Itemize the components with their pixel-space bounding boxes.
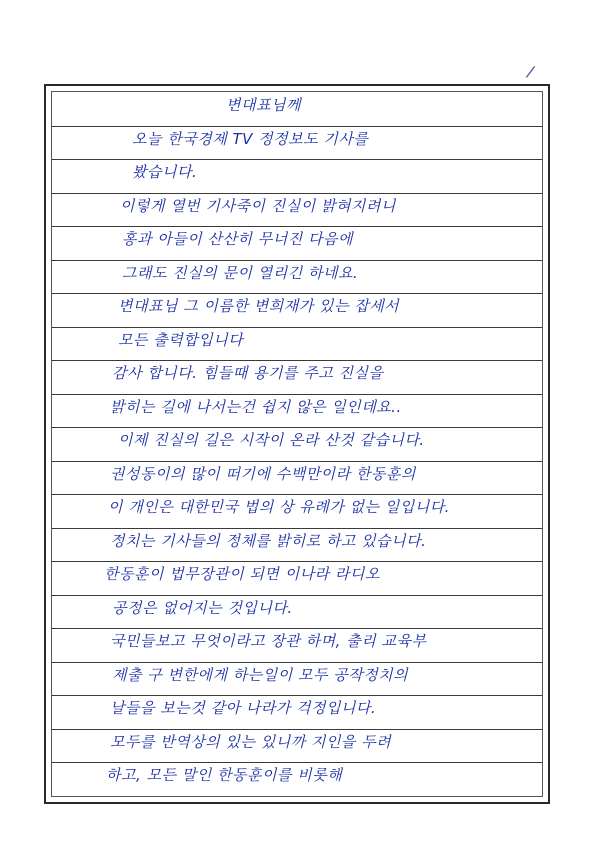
letter-line: 그래도 진실의 문이 열리긴 하네요.: [122, 263, 359, 282]
letter-line: 봤습니다.: [132, 163, 198, 181]
letter-line: 이제 진실의 길은 시작이 온라 산것 같습니다.: [118, 431, 425, 449]
letter-line: 오늘 한국경제 TV 정정보도 기사를: [132, 129, 369, 148]
letter-line: 모두를 반역상의 있는 있니까 지인을 두려: [110, 732, 392, 751]
letter-line: 국민들보고 무엇이라고 장관 하며, 출리 교육부: [110, 632, 427, 650]
letter-line: 감사 합니다. 힘들때 용기를 주고 진실을: [112, 364, 384, 382]
letter-line: 제출 구 변한에게 하는일이 모두 공작정치의: [112, 665, 409, 684]
letter-line: 한동훈이 법무장관이 되면 이나라 라디오: [104, 565, 380, 583]
letter-line: 이렇게 열번 기사죽이 진실이 밝혀지려니: [120, 196, 396, 215]
letter-line: 이 개인은 대한민국 법의 상 유례가 없는 일입니다.: [108, 498, 450, 516]
lined-letter-sheet: [44, 84, 550, 804]
letter-line: 공정은 없어지는 것입니다.: [112, 598, 293, 617]
letter-line: 권성동이의 많이 떠기에 수백만이라 한동훈의: [110, 464, 416, 483]
page-corner-mark: /: [524, 61, 537, 82]
letter-title: 변대표님께: [226, 96, 301, 114]
letter-line: 하고, 모든 말인 한동훈이를 비롯해: [106, 766, 343, 784]
letter-line: 날들을 보는것 같아 나라가 걱정입니다.: [110, 699, 377, 717]
letter-line: 변대표님 그 이름한 변희재가 있는 잡세서: [118, 297, 400, 315]
letter-line: 정치는 기사들의 정체를 밝히로 하고 있습니다.: [110, 531, 427, 550]
letter-line: 밝히는 길에 나서는건 쉽지 않은 일인데요..: [110, 397, 402, 416]
letter-line: 모든 출력합입니다: [118, 330, 244, 349]
ruled-line: [52, 159, 542, 160]
letter-line: 홍과 아들이 산산히 무너진 다음에: [122, 230, 353, 248]
